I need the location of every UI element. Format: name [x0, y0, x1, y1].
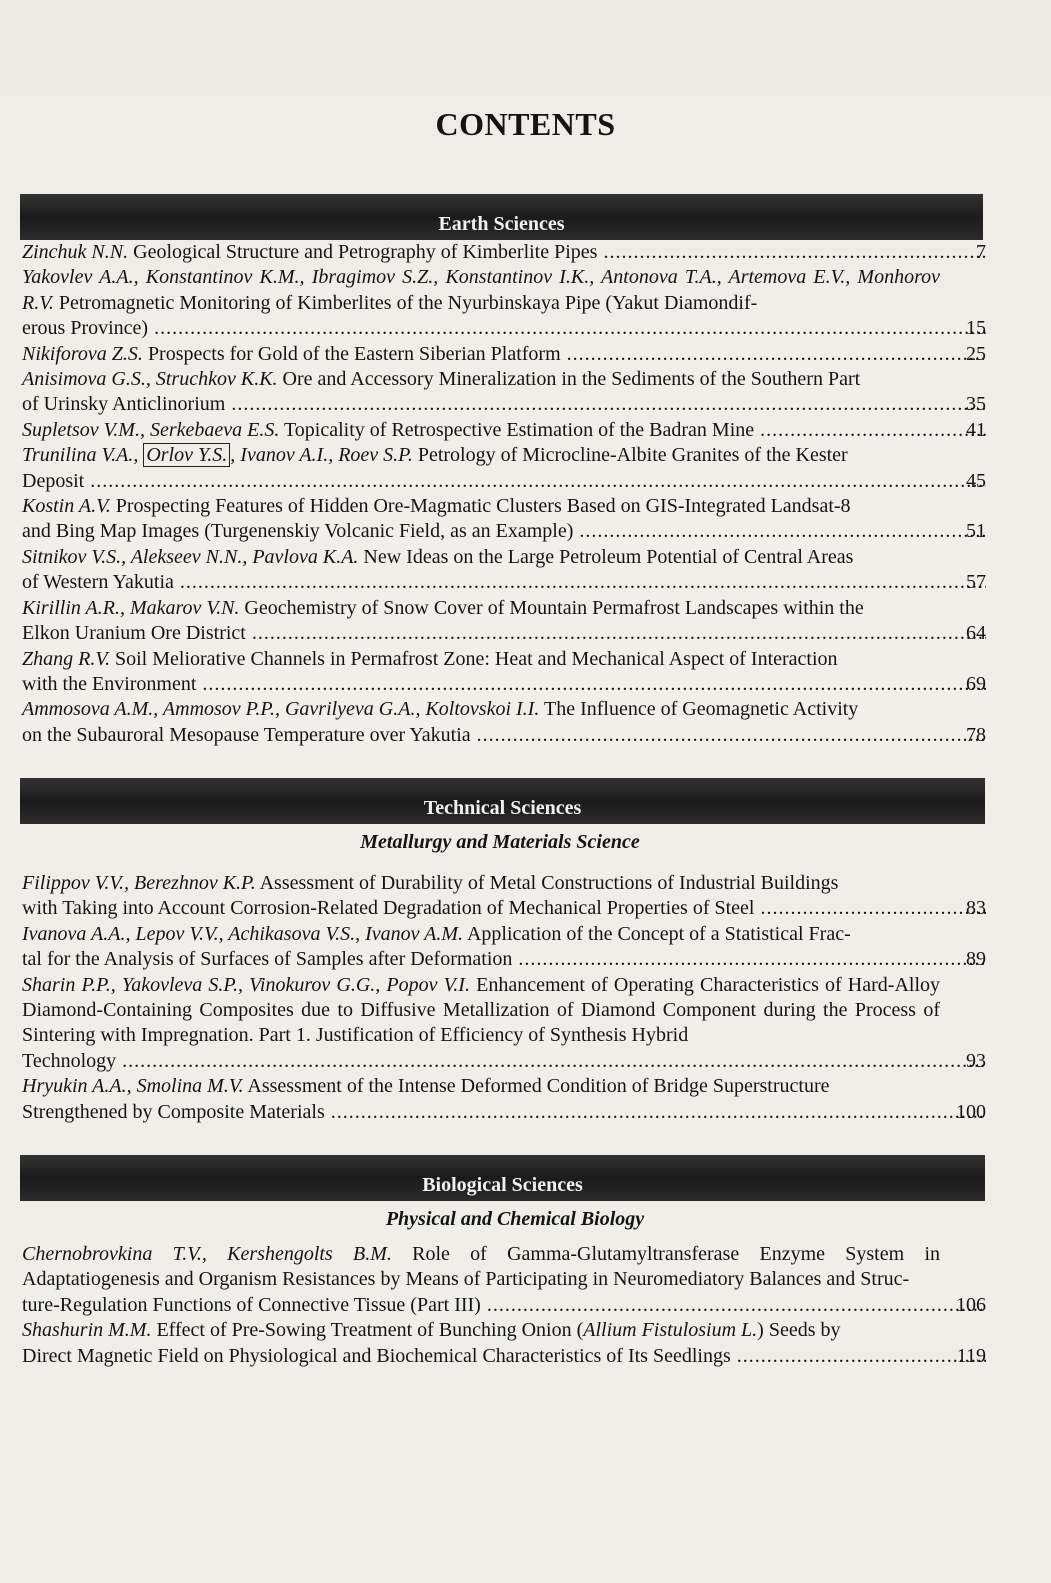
- entry-page-number: 93: [966, 1049, 986, 1072]
- entry-title-continued: Technology: [22, 1049, 117, 1072]
- toc-entry[interactable]: [22, 342, 986, 367]
- entry-page-number: 100: [956, 1100, 986, 1123]
- entry-authors: Supletsov V.M., Serkebaeva E.S.: [22, 418, 280, 441]
- entry-title-continued: of Western Yakutia: [22, 571, 174, 594]
- entry-page-number: 69: [966, 672, 986, 695]
- entry-title-continued: with Taking into Account Corrosion-Related Degradation of Mechanical Properties of Steel: [22, 897, 755, 920]
- entry-title-continued: tal for the Analysis of Surfaces of Samples after Deformation: [22, 948, 513, 971]
- subsection-title-biology: Physical and Chemical Biology: [385, 1208, 645, 1230]
- entry-authors: Zinchuk N.N.: [22, 241, 129, 263]
- entry-page-number: 89: [966, 948, 986, 971]
- species-name: Allium Fistulosium L.: [583, 1319, 758, 1342]
- entry-title: Geochemistry of Snow Cover of Mountain Permafrost Landscapes within the: [244, 596, 864, 619]
- toc-entry[interactable]: [22, 1074, 986, 1125]
- toc-entry[interactable]: [22, 871, 986, 922]
- author-name: Ivanov A.I., Roev S.P.: [240, 444, 413, 467]
- entry-page-number: 45: [966, 469, 986, 492]
- toc-entry[interactable]: [22, 647, 986, 698]
- entry-authors: Trunilina V.A., Orlov Y.S. , Ivanov A.I., Roev S.P.: [22, 444, 413, 467]
- entry-page-number: 83: [966, 897, 986, 920]
- technical-sciences-list: [22, 871, 986, 1125]
- entry-title: Geological Structure and Petrography of Kimberlite Pipes: [133, 241, 598, 263]
- entry-page-number: 64: [966, 622, 986, 645]
- entry-authors: Ammosova A.M., Ammosov P.P., Gavrilyeva G.A., Koltovskoi I.I.: [22, 698, 540, 721]
- entry-title: Prospecting Features of Hidden Ore-Magmatic Clusters Based on GIS-Integrated Landsat-8: [115, 495, 851, 518]
- entry-authors: Hryukin A.A., Smolina M.V.: [22, 1075, 244, 1098]
- entry-title-continued: Direct Magnetic Field on Physiological and Biochemical Characteristics of Its Seedlings: [22, 1344, 731, 1367]
- toc-entry[interactable]: [22, 922, 986, 973]
- entry-authors: Shashurin M.M.: [22, 1319, 152, 1342]
- entry-title-continued: ture-Regulation Functions of Connective Tissue (Part III): [22, 1293, 481, 1316]
- entry-authors: Yakovlev A.A., Konstantinov K.M., Ibragimov S.Z., Konstantinov I.K., Antonova T.A., Artemova E.V., Monhorov R.V.: [22, 266, 940, 314]
- toc-entry[interactable]: [22, 418, 986, 443]
- biological-sciences-list: [22, 1242, 986, 1369]
- entry-authors: Filippov V.V., Berezhnov K.P.: [22, 872, 256, 894]
- entry-title: Petromagnetic Monitoring of Kimberlites of the Nyurbinskaya Pipe (Yakut Diamondif-: [58, 291, 758, 314]
- toc-entry[interactable]: [22, 443, 986, 494]
- entry-page-number: 78: [966, 723, 986, 746]
- entry-title: Role of Gamma-Glutamyltransferase Enzyme System in Adaptatiogenesis and Organism Resistances by Means of Participating in Neuromediatory Balances and Struc-: [22, 1243, 940, 1291]
- entry-authors: Kostin A.V.: [22, 495, 111, 518]
- entry-title: Ore and Accessory Mineralization in the Sediments of the Southern Part: [282, 368, 861, 391]
- entry-title-continued: on the Subauroral Mesopause Temperature over Yakutia: [22, 723, 471, 746]
- entry-authors: Nikiforova Z.S.: [22, 342, 143, 365]
- entry-authors: Anisimova G.S., Struchkov K.K.: [22, 368, 278, 391]
- entry-title-continued: Deposit: [22, 469, 85, 492]
- section-header-biological-sciences: [20, 1155, 985, 1201]
- entry-page-number: 25: [966, 342, 986, 365]
- entry-title: Soil Meliorative Channels in Permafrost Zone: Heat and Mechanical Aspect of Interaction: [114, 647, 838, 670]
- toc-entry[interactable]: [22, 596, 986, 647]
- section-title: Earth Sciences: [438, 213, 565, 235]
- entry-authors: Sitnikov V.S., Alekseev N.N., Pavlova K.A.: [22, 545, 359, 568]
- entry-authors: Chernobrovkina T.V., Kershengolts B.M.: [22, 1243, 392, 1265]
- toc-entry[interactable]: [22, 545, 986, 596]
- entry-title: Petrology of Microcline-Albite Granites of the Kester: [417, 444, 848, 467]
- section-header-earth-sciences: [20, 194, 983, 240]
- entry-title: Assessment of the Intense Deformed Condition of Bridge Superstructure: [247, 1075, 830, 1098]
- entry-title: Effect of Pre-Sowing Treatment of Bunching Onion (: [156, 1319, 584, 1342]
- entry-title-continued: of Urinsky Anticlinorium: [22, 393, 226, 416]
- entry-title: New Ideas on the Large Petroleum Potential of Central Areas: [363, 545, 854, 568]
- entry-authors: Kirillin A.R., Makarov V.N.: [22, 596, 240, 619]
- highlighted-author-box: Orlov Y.S.: [143, 443, 230, 467]
- author-name: Trunilina V.A.,: [22, 444, 139, 467]
- entry-title-continued: Strengthened by Composite Materials: [22, 1100, 325, 1123]
- entry-title-continued: with the Environment: [22, 672, 197, 695]
- subsection-title-metallurgy: Metallurgy and Materials Science: [360, 831, 640, 853]
- toc-entry[interactable]: [22, 367, 986, 418]
- entry-title-suffix: ) Seeds by: [757, 1319, 841, 1342]
- section-title: Technical Sciences: [423, 797, 582, 819]
- entry-page-number: 51: [966, 520, 986, 543]
- section-title: Biological Sciences: [422, 1174, 583, 1196]
- entry-authors: Zhang R.V.: [22, 647, 110, 670]
- entry-title: Application of the Concept of a Statistical Frac-: [466, 922, 851, 945]
- section-header-technical-sciences: [20, 778, 985, 824]
- toc-entry[interactable]: [22, 697, 986, 748]
- entry-title: The Influence of Geomagnetic Activity: [543, 698, 859, 721]
- entry-title: Enhancement of Operating Characteristics of Hard-Alloy Diamond-Containing Composites due to Diffusive Metallization of Diamond Component during the Process of Sintering with Impregnation. Part 1. Justification of Efficiency of Synthesis Hybrid: [22, 973, 940, 1047]
- entry-page-number: 35: [966, 393, 986, 416]
- toc-entry[interactable]: [22, 973, 986, 1075]
- toc-entry[interactable]: [22, 1242, 986, 1318]
- entry-page-number: 106: [956, 1293, 986, 1316]
- entry-authors: Ivanova A.A., Lepov V.V., Achikasova V.S., Ivanov A.M.: [22, 922, 464, 945]
- entry-title-continued: and Bing Map Images (Turgenenskiy Volcanic Field, as an Example): [22, 520, 574, 543]
- entry-title: Topicality of Retrospective Estimation of the Badran Mine: [283, 418, 755, 441]
- toc-entry[interactable]: [22, 265, 986, 341]
- entry-page-number: 7: [976, 241, 986, 263]
- entry-page-number: 41: [966, 418, 986, 441]
- earth-sciences-list: [22, 240, 986, 748]
- toc-entry[interactable]: [22, 494, 986, 545]
- page-title: CONTENTS: [435, 106, 616, 142]
- entry-title-continued: Elkon Uranium Ore District: [22, 622, 246, 645]
- entry-title: Assessment of Durability of Metal Constructions of Industrial Buildings: [259, 872, 839, 894]
- entry-page-number: 15: [966, 317, 986, 340]
- entry-title: Prospects for Gold of the Eastern Siberian Platform: [147, 342, 561, 365]
- entry-page-number: 57: [966, 571, 986, 594]
- entry-page-number: 119: [956, 1344, 986, 1367]
- toc-entry[interactable]: [22, 240, 986, 265]
- entry-authors: Sharin P.P., Yakovleva S.P., Vinokurov G.G., Popov V.I.: [22, 973, 470, 996]
- entry-title-continued: erous Province): [22, 317, 149, 340]
- toc-entry[interactable]: [22, 1318, 986, 1369]
